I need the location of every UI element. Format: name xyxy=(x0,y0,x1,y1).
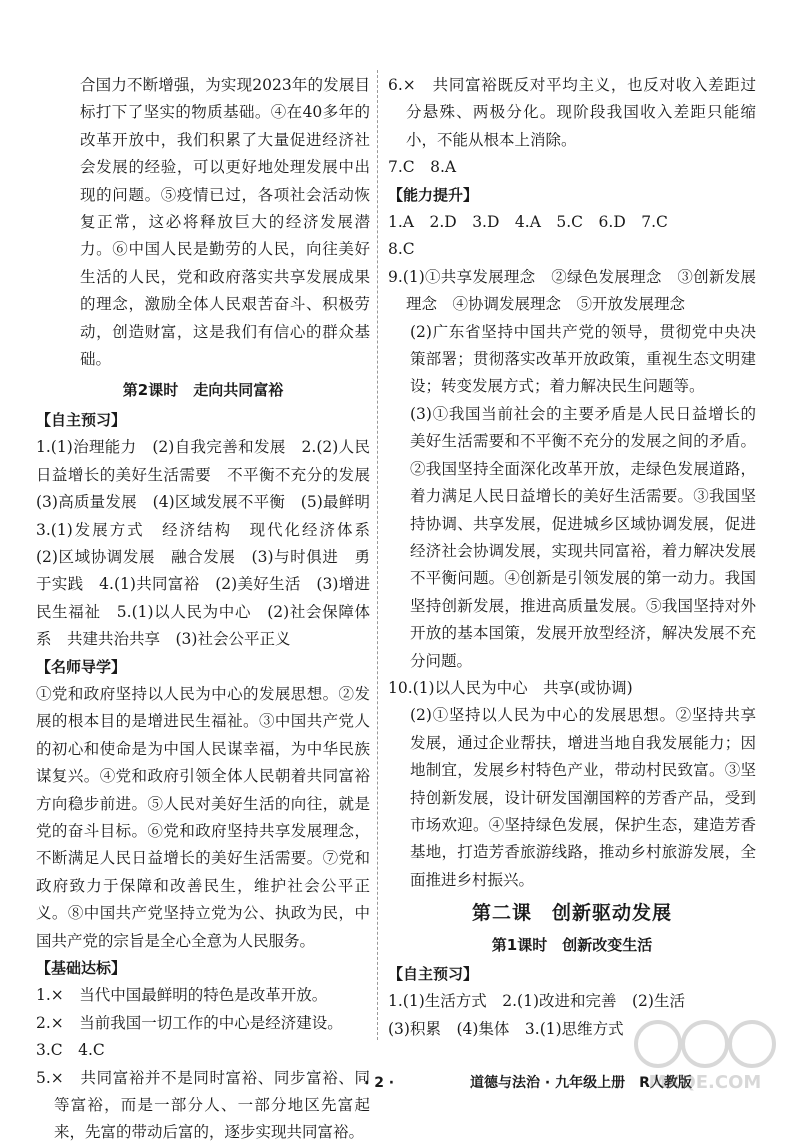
ability-answer-9-1: 9.(1)①共享发展理念 ②绿色发展理念 ③创新发展理念 ④协调发展理念 ⑤开放发展理念 xyxy=(388,267,756,314)
basic-answer-3: 3.C 4.C xyxy=(36,1041,105,1060)
ability-answer-9-3: (3)①我国当前社会的主要矛盾是人民日益增长的美好生活需要和不平衡不充分的发展之间的矛盾。②我国坚持全面深化改革开放，走绿色发展道路，着力满足人民日益增长的美好生活需要。③我国坚持协调、共享发展，促进城乡区域协调发展，促进经济社会协调发展，实现共同富裕，着力解决发展不平衡问题。④创新是引领发展的第一动力。我国坚持创新发展，推进高质量发展。⑤我国坚持对外开放的基本国策，发展开放型经济，解决发展不充分问题。 xyxy=(410,404,756,670)
left-column xyxy=(36,72,386,1147)
basic-answer-7: 7.C 8.A xyxy=(388,158,457,177)
guide-answers: ①党和政府坚持以人民为中心的发展思想。②发展的根本目的是增进民生福祉。③中国共产党人的初心和使命是为中国人民谋幸福，为中华民族谋复兴。④党和政府引领全体人民朝着共同富裕方向稳步前进。⑤人民对美好生活的向往，就是党的奋斗目标。⑥党和政府坚持共享发展理念，不断满足人民日益增长的美好生活需要。⑦党和政府致力于保障和改善民生，维护社会公平正义。⑧中国共产党坚持立党为公、执政为民，中国共产党的宗旨是全心全意为人民服务。 xyxy=(36,684,370,950)
ability-answer-8: 8.C xyxy=(388,240,415,259)
preview2-heading: 【自主预习】 xyxy=(388,965,479,983)
column-divider xyxy=(377,70,378,1040)
ability-answer-1: 1.A 2.D 3.D 4.A 5.C 6.D 7.C xyxy=(388,213,668,232)
section-title: 第2课时 走向共同富裕 xyxy=(122,381,284,400)
watermark-logo xyxy=(630,1014,780,1094)
guide-heading: 【名师导学】 xyxy=(36,657,127,676)
preview-heading: 【自主预习】 xyxy=(36,410,127,429)
preview2-line-2: (3)积累 (4)集体 3.(1)思维方式 xyxy=(388,1019,624,1038)
book-title: 道德与法治 · 九年级上册 R人教版 xyxy=(470,1075,692,1091)
lesson-title: 第二课 创新驱动发展 xyxy=(471,902,672,925)
lesson-subtitle: 第1课时 创新改变生活 xyxy=(491,935,653,954)
preview2-line-1: 1.(1)生活方式 2.(1)改进和完善 (2)生活 xyxy=(388,992,685,1011)
page-number: · 2 · xyxy=(364,1075,395,1091)
right-column xyxy=(388,72,756,1043)
watermark-text: MXQE.COM xyxy=(648,1072,762,1093)
basic-answer-1: 1.× 当代中国最鲜明的特色是改革开放。 xyxy=(36,986,328,1005)
ability-answer-10-2: (2)①坚持以人民为中心的发展思想。②坚持共享发展，通过企业帮扶，增进当地自我发展能力；因地制宜，发展乡村特色产业，带动村民致富。③坚持创新发展，设计研发国潮国粹的芳香产品，受到市场欢迎。④坚持绿色发展，保护生态，建造芳香基地，打造芳香旅游线路，推动乡村旅游发展，全面推进乡村振兴。 xyxy=(410,706,756,889)
preview-answers: 1.(1)治理能力 (2)自我完善和发展 2.(2)人民日益增长的美好生活需要 不平衡不充分的发展 (3)高质量发展 (4)区域发展不平衡 (5)最鲜明 3.(1)发展方式 经济结构 现代化经济体系 (2)区域协调发展 融合发展 (3)与时俱进 勇于实践 4.(1)共同富裕 (2)美好生活 (3)增进民生福祉 5.(1)以人民为中心 (2)社会保障体系 共建共治共享 (3)社会公平正义 xyxy=(36,438,386,649)
basic-answer-5: 5.× 共同富裕并不是同时富裕、同步富裕、同等富裕，而是一部分人、一部分地区先富起来，先富的带动后富的，逐步实现共同富裕。 xyxy=(36,1068,370,1142)
ability-heading: 【能力提升】 xyxy=(388,185,479,204)
basic-answer-2: 2.× 当前我国一切工作的中心是经济建设。 xyxy=(36,1013,343,1032)
basic-answer-6: 6.× 共同富裕既反对平均主义，也反对收入差距过分悬殊、两极分化。现阶段我国收入差距只能缩小，不能从根本上消除。 xyxy=(388,76,756,149)
ability-answer-10-1: 10.(1)以人民为中心 共享(或协调) xyxy=(388,678,633,697)
ability-answer-9-2: (2)广东省坚持中国共产党的领导，贯彻党中央决策部署；贯彻落实改革开放政策，重视生态文明建设；转变发展方式；着力解决民生问题等。 xyxy=(410,322,756,396)
basic-heading: 【基础达标】 xyxy=(36,959,127,977)
intro-paragraph: 合国力不断增强，为实现2023年的发展目标打下了坚实的物质基础。④在40多年的改革开放中，我们积累了大量促进经济社会发展的经验，可以更好地处理发展中出现的问题。⑤疫情已过，各项社会活动恢复正常，这必将释放巨大的经济发展潜力。⑥中国人民是勤劳的人民，向往美好生活的人民，党和政府落实共享发展成果的理念，激励全体人民艰苦奋斗、积极劳动，创造财富，这是我们有信心的群众基础。 xyxy=(80,76,370,369)
